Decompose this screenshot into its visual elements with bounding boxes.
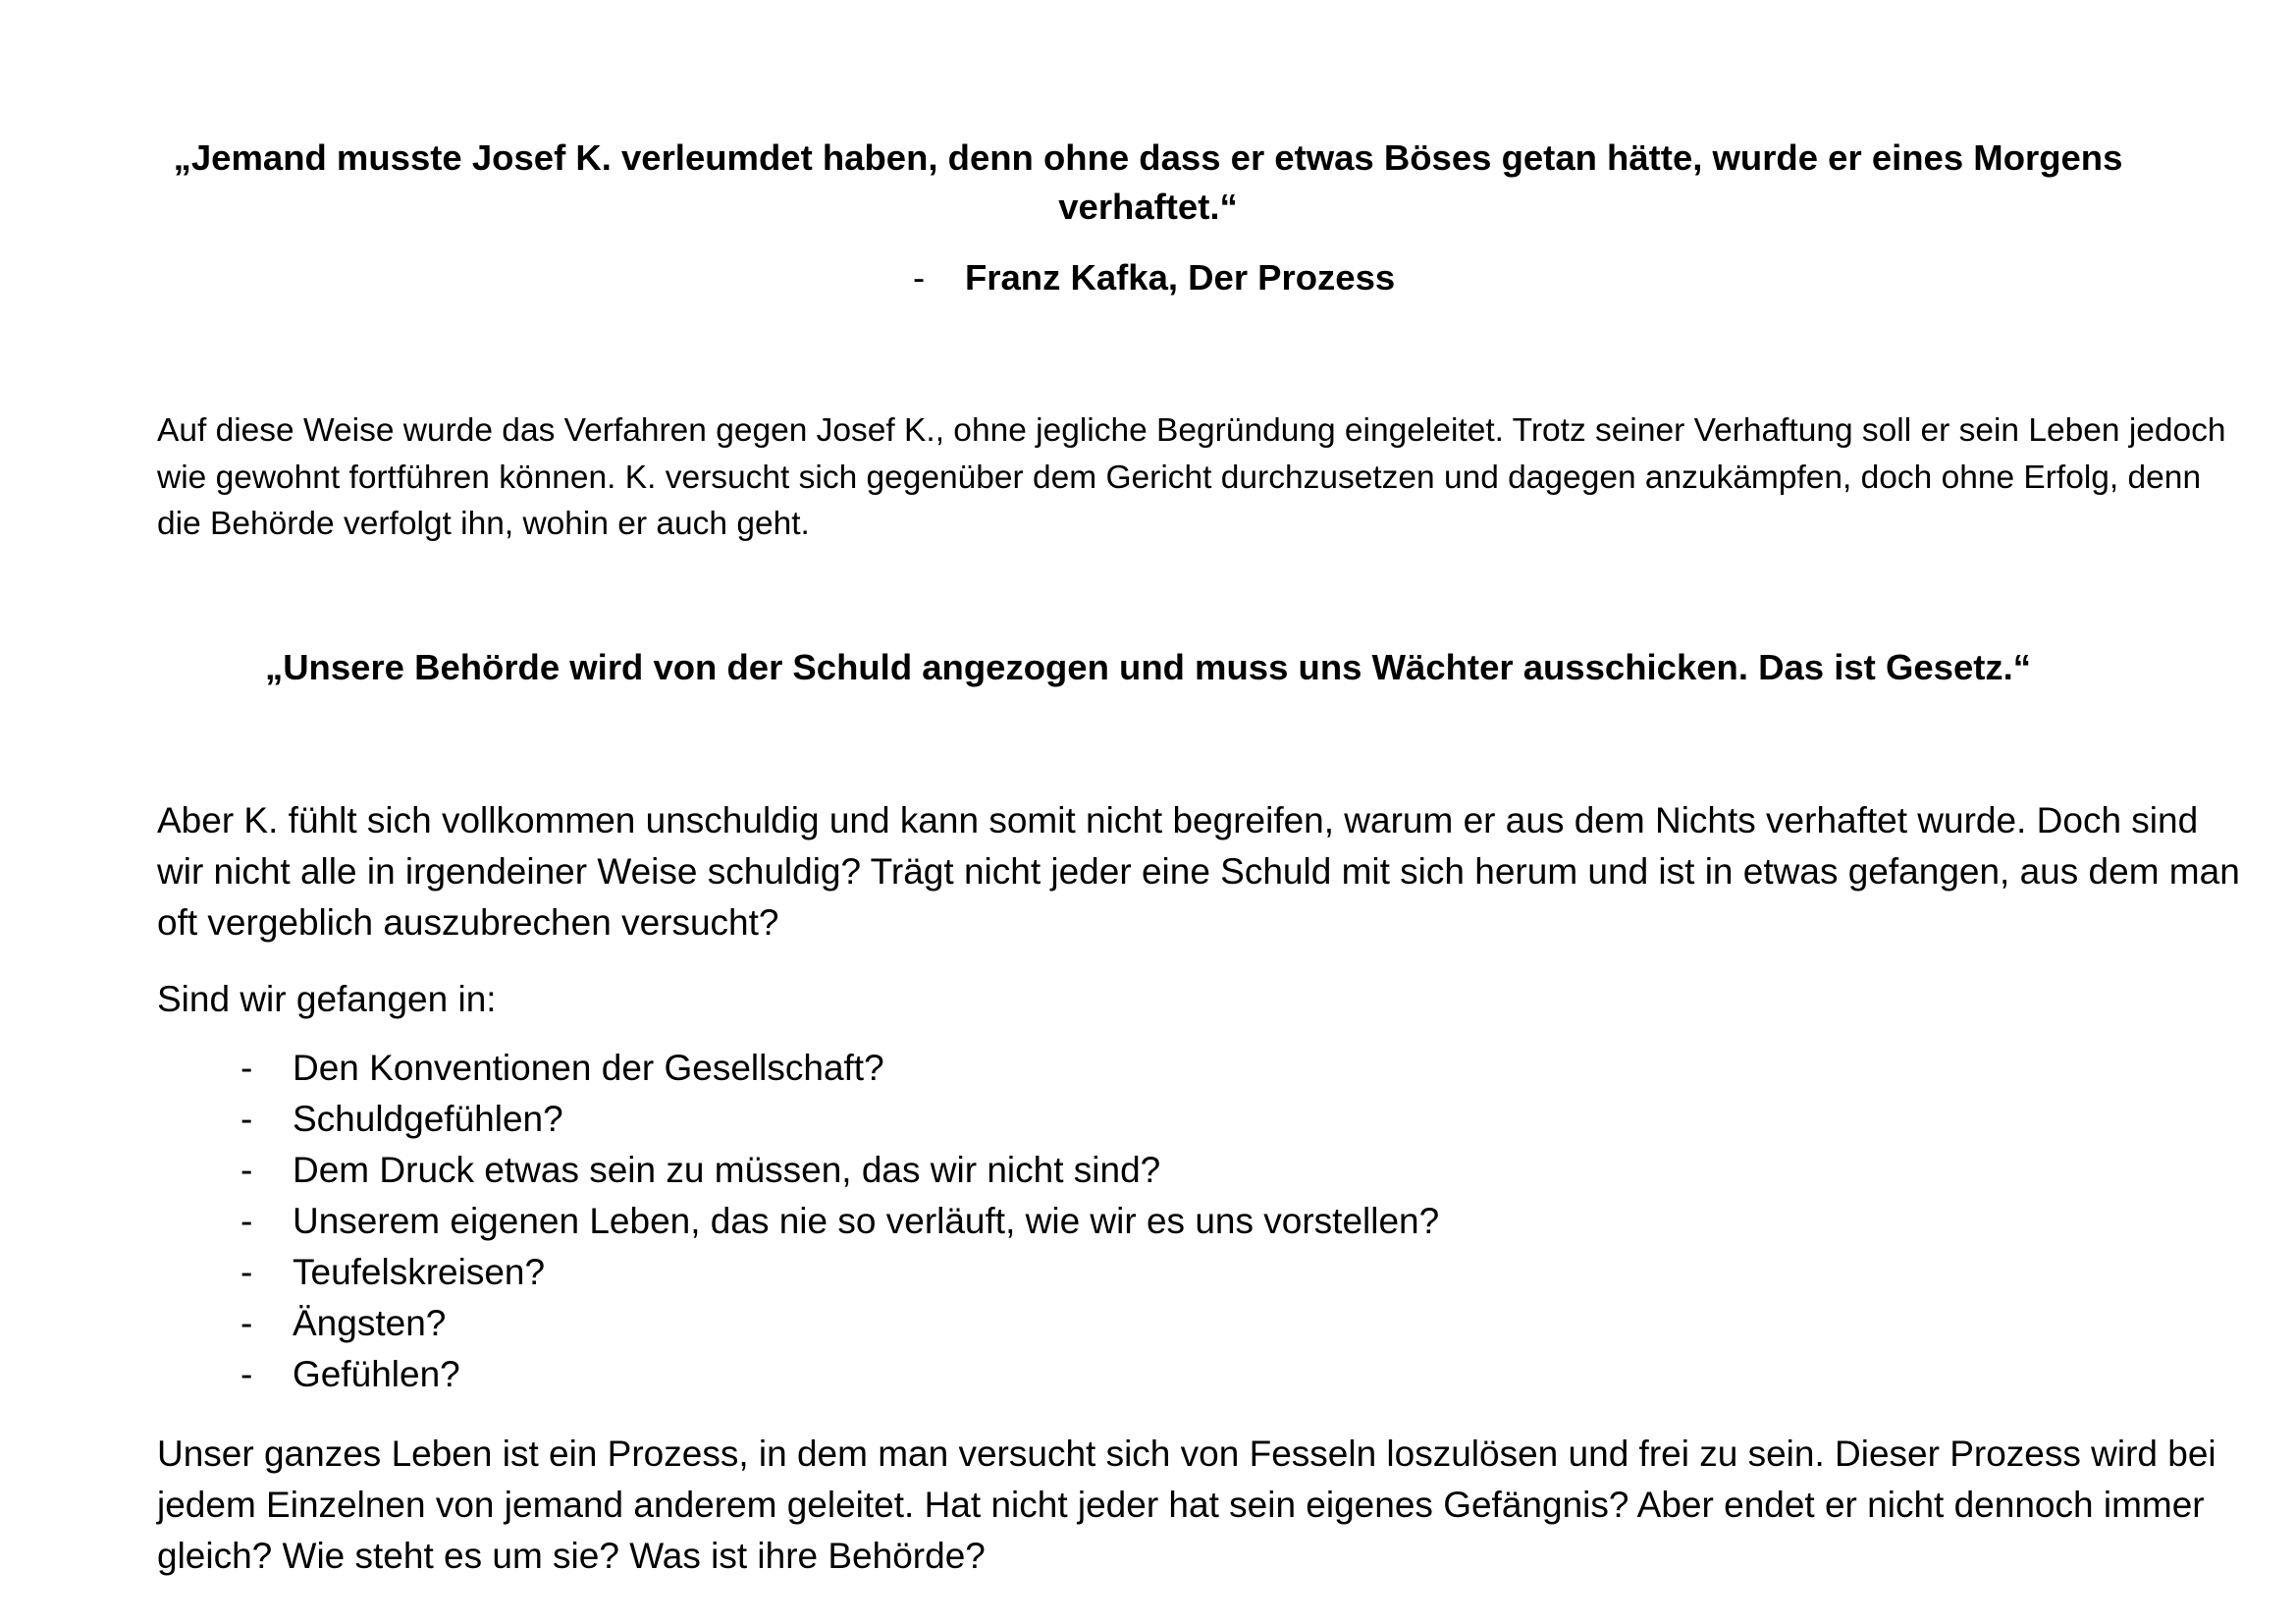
list-item [240, 1145, 1439, 1196]
list-bullet: - [240, 1048, 253, 1088]
law-quote: „Unsere Behörde wird von der Schuld angezogen und muss uns Wächter ausschicken. Das ist Gesetz.“ [264, 647, 2032, 687]
attribution-text: Franz Kafka, Der Prozess [965, 257, 1396, 298]
list-item-text: Gefühlen? [293, 1354, 460, 1394]
list-item [240, 1349, 1439, 1400]
list-bullet: - [240, 1252, 253, 1292]
list-item-text: Unserem eigenen Leben, das nie so verläuft, wie wir es uns vorstellen? [293, 1201, 1440, 1241]
list-item [240, 1094, 1439, 1145]
list-item-text: Teufelskreisen? [293, 1252, 546, 1292]
list-bullet: - [240, 1354, 253, 1394]
list-item-text: Dem Druck etwas sein zu müssen, das wir nicht sind? [293, 1150, 1161, 1190]
list-item-text: Ängsten? [293, 1303, 447, 1343]
guilt-paragraph: Aber K. fühlt sich vollkommen unschuldig und kann somit nicht begreifen, warum er aus dem Nichts verhaftet wurde. Doch sind wir nicht alle in irgendeiner Weise schuldig? Trägt nicht jeder eine Schuld mit sich herum und ist in etwas gefangen, aus dem man oft vergeblich auszubrechen versucht? [157, 800, 2240, 943]
list-item-text: Den Konventionen der Gesellschaft? [293, 1048, 884, 1088]
conclusion-paragraph: Unser ganzes Leben ist ein Prozess, in dem man versucht sich von Fesseln loszulösen und frei zu sein. Dieser Prozess wird bei jedem Einzelnen von jemand anderem geleitet. Hat nicht jeder hat sein eigenes Gefängnis? Aber endet er nicht dennoch immer gleich? Wie steht es um sie? Was ist ihre Behörde? [157, 1434, 2216, 1576]
captivity-list [240, 1043, 1439, 1400]
opening-quote: „Jemand musste Josef K. verleumdet haben, denn ohne dass er etwas Böses getan hätte, wurde er eines Morgens verhaftet.“ [173, 137, 2123, 227]
intro-paragraph: Auf diese Weise wurde das Verfahren gegen Josef K., ohne jegliche Begründung eingeleitet. Trotz seiner Verhaftung soll er sein Leben jedoch wie gewohnt fortführen können. K. versucht sich gegenüber dem Gericht durchzusetzen und dagegen anzukämpfen, doch ohne Erfolg, denn die Behörde verfolgt ihn, wohin er auch geht. [157, 412, 2226, 542]
list-bullet: - [240, 1099, 253, 1139]
attribution-dash: - [913, 257, 926, 298]
list-intro: Sind wir gefangen in: [157, 979, 497, 1019]
list-bullet: - [240, 1201, 253, 1241]
quote-attribution [913, 253, 1395, 302]
list-item [240, 1196, 1439, 1247]
list-item [240, 1298, 1439, 1349]
list-bullet: - [240, 1303, 253, 1343]
list-item [240, 1043, 1439, 1094]
list-item-text: Schuldgefühlen? [293, 1099, 563, 1139]
list-bullet: - [240, 1150, 253, 1190]
list-item [240, 1247, 1439, 1298]
